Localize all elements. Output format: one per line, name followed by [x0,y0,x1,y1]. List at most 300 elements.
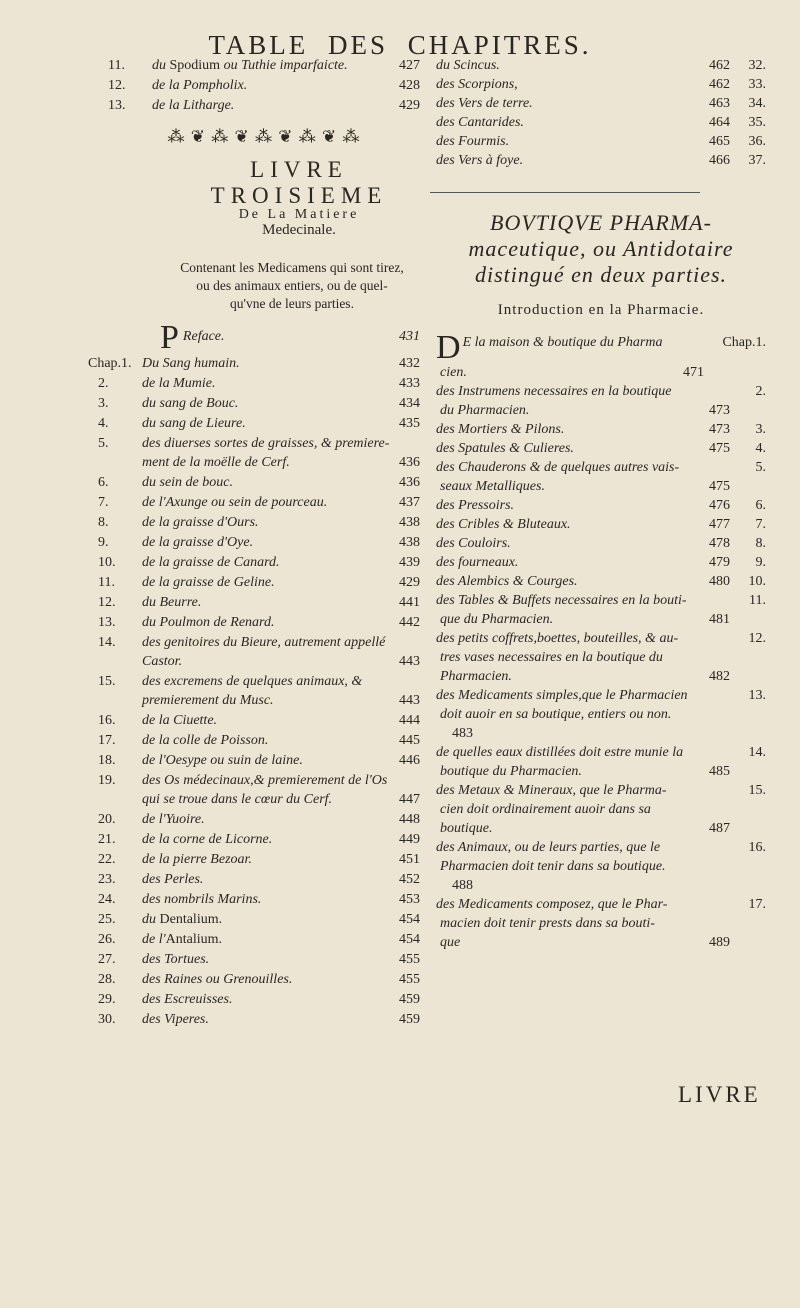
entry-line [138,910,420,929]
entry-title: des Medicaments simples,que le Pharmacien [436,688,688,703]
toc-entry [436,56,766,75]
entry-title: de l'Antalium. [142,932,222,947]
entry-body [436,420,730,439]
entry-title: des Metaux & Mineraux, que le Pharma- [436,783,667,798]
left-column [88,56,420,1030]
entry-body [138,354,420,373]
entry-line [436,329,704,366]
chapter-number: 21. [98,832,116,847]
toc-entry [98,633,420,671]
chapter-number: 37. [748,153,766,168]
entry-line [138,473,420,492]
chapter-number: 28. [98,972,116,987]
page-number: 429 [399,98,420,113]
entry-body [436,572,730,591]
entry-continuation: cien doit ordinairement auoir dans sa [440,802,651,817]
entry-body [436,329,704,382]
preface-entry [160,319,420,356]
entry-title: de la Ciuette. [142,713,218,728]
page-number: 438 [399,515,420,530]
toc-entry [98,950,420,969]
entry-body [436,439,730,458]
chapter-number: 14. [98,635,116,650]
entry-title: des petits coffrets,boettes, bouteilles, & au- [436,631,679,646]
right-column [436,56,766,952]
page-number: 437 [399,495,420,510]
chapter-number: 17. [98,733,116,748]
entry-title: des Vers de terre. [436,96,533,111]
entry-title: du Dentalium. [142,912,223,927]
page-number: 480 [709,574,730,589]
chapter-number: 4. [98,416,109,431]
right-top-entries [436,56,766,170]
page-number: 439 [399,555,420,570]
entry-line [138,652,420,671]
dropcap: P [160,319,179,356]
page-number: 443 [399,654,420,669]
entry-body [138,771,420,809]
entry-title: du Poulmon de Renard. [142,615,275,630]
chapter-number: 20. [98,812,116,827]
entry-title: du Scincus. [436,58,500,73]
entry-line [436,648,730,667]
page-number: 489 [709,935,730,950]
entry-title: des Animaux, ou de leurs parties, que le [436,840,661,855]
boutique-title-line: distingué en deux parties. [474,262,728,287]
page-number: 443 [399,693,420,708]
page-header: TABLE DES CHAPITRES. [208,30,592,60]
entry-body [436,781,730,838]
entry-line [436,819,730,838]
entry-body [436,113,730,132]
toc-entry [436,895,766,952]
chapter-number: Chap.1. [88,356,132,371]
page-number: 431 [399,329,420,344]
toc-entry [98,493,420,512]
entry-continuation: macien doit tenir prests dans sa bouti- [440,916,655,931]
book-intro [164,259,420,313]
entry-line [436,420,730,439]
entry-line [138,633,420,652]
toc-entry [436,151,766,170]
entry-line [138,354,420,373]
entry-continuation: ment de la moëlle de Cerf. [142,455,290,470]
entry-title: du Spodium ou Tuthie imparfaicte. [152,58,348,73]
entry-body [138,990,420,1009]
entry-body [436,75,730,94]
chapter-number: 17. [748,897,766,912]
chapter-number: 15. [98,674,116,689]
entry-body [138,910,420,929]
entry-line [138,950,420,969]
chapter-number: 10. [748,574,766,589]
entry-body [138,434,420,472]
entry-title: du Beurre. [142,595,202,610]
toc-entry [436,75,766,94]
book-intro-line: Contenant les Medicamens qui sont tirez, [180,260,404,275]
entry-line [138,553,420,572]
toc-entry [98,890,420,909]
entry-line [138,731,420,750]
catchword: LIVRE [678,1082,761,1107]
entry-title: des Spatules & Culieres. [436,441,574,456]
entry-line [436,857,730,876]
entry-title: de la pierre Bezoar. [142,852,252,867]
entry-continuation: tres vases necessaires en la boutique du [440,650,663,665]
chapter-number: 34. [748,96,766,111]
chapter-number: 35. [748,115,766,130]
chapter-number: 12. [748,631,766,646]
entry-body [138,810,420,829]
entry-title: des fourneaux. [436,555,519,570]
chapter-number: 30. [98,1012,116,1027]
boutique-title-line: maceutique, ou Antidotaire [468,236,734,261]
toc-entry [98,970,420,989]
page-number: 481 [709,612,730,627]
entry-title: des Chauderons & de quelques autres vais- [436,460,680,475]
page-number: 435 [399,416,420,431]
entry-line [436,458,730,477]
entry-line [138,970,420,989]
entry-line [436,382,730,401]
entry-line [436,534,730,553]
page-number: 452 [399,872,420,887]
entry-title: des Instrumens necessaires en la boutique [436,384,672,399]
entry-line [436,75,730,94]
page-number: 436 [399,475,420,490]
entry-line [436,56,730,75]
toc-entry [88,354,420,373]
entry-line [436,724,730,743]
entry-line [138,751,420,770]
entry-line [436,800,730,819]
chapter-number: 14. [748,745,766,760]
entry-continuation: Pharmacien doit tenir dans sa boutique. [440,859,666,874]
entry-title: des Tortues. [142,952,210,967]
entry-line [436,743,730,762]
entry-body [436,591,730,629]
page-number: 455 [399,952,420,967]
entry-line [138,394,420,413]
entry-line [436,363,704,382]
chapter-number: 11. [749,593,766,608]
entry-title: des Raines ou Grenouilles. [142,972,293,987]
entry-title: de la corne de Licorne. [142,832,273,847]
entry-body [138,850,420,869]
toc-entry [98,473,420,492]
toc-entry [436,496,766,515]
entry-body [138,394,420,413]
entry-body [138,731,420,750]
entry-line [138,691,420,710]
entry-title: du sang de Bouc. [142,396,239,411]
page-number: 463 [709,96,730,111]
page-number: 449 [399,832,420,847]
entry-line [436,838,730,857]
entry-continuation: du Pharmacien. [440,403,530,418]
page-number: 462 [709,77,730,92]
entry-line [148,56,420,75]
entry-title-roman: Antalium. [165,932,222,947]
chapter-number: 8. [755,536,766,551]
entry-title: de l'Yuoire. [142,812,205,827]
chapter-number: 16. [98,713,116,728]
entry-body [436,458,730,496]
page-number: 471 [683,365,704,380]
page-number: 446 [399,753,420,768]
entry-line [436,876,730,895]
toc-entry [436,629,766,686]
toc-entry [108,96,420,115]
right-chapter-list [436,329,766,952]
page-number: 477 [709,517,730,532]
page-number: 454 [399,932,420,947]
page-number: 433 [399,376,420,391]
toc-entry [98,810,420,829]
entry-line [436,686,730,705]
entry-body [138,513,420,532]
chapter-number: 29. [98,992,116,1007]
chapter-number: 9. [755,555,766,570]
toc-entry [436,686,766,743]
entry-title: du sein de bouc. [142,475,233,490]
page-number: 455 [399,972,420,987]
entry-body [436,686,730,743]
chapter-number: 7. [98,495,109,510]
entry-body [436,534,730,553]
chapter-number: 10. [98,555,116,570]
page-number: 434 [399,396,420,411]
entry-body [436,515,730,534]
page-number: 428 [399,78,420,93]
preface-title: Reface. [182,329,225,344]
entry-continuation: boutique du Pharmacien. [440,764,582,779]
entry-line [436,132,730,151]
entry-body [138,473,420,492]
entry-body [138,870,420,889]
chapter-number: 18. [98,753,116,768]
entry-line [138,890,420,909]
entry-body [138,633,420,671]
entry-title: de la graisse d'Ours. [142,515,259,530]
toc-entry [436,591,766,629]
chapter-number: 4. [755,441,766,456]
entry-line [436,496,730,515]
entry-body [436,132,730,151]
toc-entry [98,830,420,849]
entry-body [436,553,730,572]
toc-entry [436,515,766,534]
entry-body [138,493,420,512]
entry-title: des Vers à foye. [436,153,524,168]
page-number: 485 [709,764,730,779]
toc-entry [436,534,766,553]
page-number: 438 [399,535,420,550]
entry-title: de la colle de Poisson. [142,733,269,748]
entry-body [436,743,730,781]
page-number: 453 [399,892,420,907]
page-number: 487 [709,821,730,836]
book-title: LIVRE TROISIEME [210,157,388,208]
toc-entry [436,420,766,439]
toc-entry [98,434,420,472]
boutique-title-line: BOVTIQVE PHARMA- [490,210,712,235]
entry-body [436,496,730,515]
entry-line [436,515,730,534]
toc-entry [436,743,766,781]
entry-continuation: premierement du Musc. [142,693,274,708]
entry-body [138,751,420,770]
entry-line [138,573,420,592]
entry-body [138,1010,420,1029]
toc-entry [98,553,420,572]
page-number: 427 [399,58,420,73]
entry-continuation: que du Pharmacien. [440,612,554,627]
toc-entry [98,573,420,592]
entry-body [138,374,420,393]
entry-line [138,414,420,433]
toc-entry [436,382,766,420]
page-number: 442 [399,615,420,630]
entry-body [436,838,730,895]
chapter-number: 9. [98,535,109,550]
entry-line [436,895,730,914]
chapter-number: 7. [755,517,766,532]
book-subhead: De La Matiere [238,207,360,222]
entry-title: des Medicaments composez, que le Phar- [436,897,668,912]
entry-title: des Alembics & Courges. [436,574,578,589]
entry-line [138,790,420,809]
page-number: 466 [709,153,730,168]
entry-line [436,477,730,496]
entry-line [436,553,730,572]
page-number: 465 [709,134,730,149]
entry-title: des Scorpions, [436,77,518,92]
chapter-number: 13. [748,688,766,703]
entry-continuation: Pharmacien. [440,669,512,684]
entry-line [138,711,420,730]
page-number: 473 [709,422,730,437]
chapter-number: 3. [755,422,766,437]
entry-line [138,453,420,472]
entry-body [436,94,730,113]
entry-line [138,493,420,512]
toc-entry [98,870,420,889]
chapter-number: 19. [98,773,116,788]
page-number: 432 [399,356,420,371]
chapter-number: 8. [98,515,109,530]
toc-entry [98,711,420,730]
entry-continuation: que [440,935,461,950]
toc-entry [98,414,420,433]
chapter-number: 11. [98,575,115,590]
entry-line [138,810,420,829]
entry-title: de l'Axunge ou sein de pourceau. [142,495,328,510]
toc-entry [98,593,420,612]
entry-title: de la Mumie. [142,376,216,391]
toc-entry [436,838,766,895]
entry-line [436,401,730,420]
entry-title: de la Pompholix. [152,78,248,93]
chapter-number: 13. [98,615,116,630]
toc-entry [436,572,766,591]
page-number: 448 [399,812,420,827]
toc-entry [436,113,766,132]
toc-entry [436,458,766,496]
entry-line [436,439,730,458]
chapter-number: Chap.1. [722,335,766,350]
entry-continuation: doit auoir en sa boutique, entiers ou non. [440,707,672,722]
entry-body [436,56,730,75]
entry-body [138,970,420,989]
dropcap: D [436,329,461,366]
page-number: 483 [452,726,473,741]
page-number: 447 [399,792,420,807]
page-number: 445 [399,733,420,748]
page-number: 429 [399,575,420,590]
chapter-number: 5. [755,460,766,475]
toc-entry [436,439,766,458]
page-number: 451 [399,852,420,867]
entry-body [138,672,420,710]
toc-entry [108,76,420,95]
entry-body [138,830,420,849]
page-number: 475 [709,479,730,494]
toc-entry [98,394,420,413]
entry-body [148,96,420,115]
chapter-number: 33. [748,77,766,92]
entry-line [436,591,730,610]
entry-line [138,990,420,1009]
page-number: 473 [709,403,730,418]
entry-line [148,96,420,115]
entry-line [138,613,420,632]
entry-title: des Viperes. [142,1012,209,1027]
left-chapter-list [88,354,420,1029]
entry-continuation: qui se troue dans le cœur du Cerf. [142,792,333,807]
chapter-number: 2. [98,376,109,391]
toc-entry [98,613,420,632]
chapter-number: 25. [98,912,116,927]
entry-line [436,667,730,686]
entry-body [148,56,420,75]
page-number: 488 [452,878,473,893]
entry-title: de l'Oesype ou suin de laine. [142,753,303,768]
entry-title: des nombrils Marins. [142,892,262,907]
entry-body [138,553,420,572]
boutique-title [436,210,766,288]
entry-title: des diuerses sortes de graisses, & premiere- [142,436,390,451]
chapter-number: 12. [98,595,116,610]
chapter-number: 23. [98,872,116,887]
entry-title: de quelles eaux distillées doit estre munie la [436,745,684,760]
entry-line [436,781,730,800]
chapter-number: 32. [748,58,766,73]
entry-line [138,434,420,453]
toc-entry [436,781,766,838]
entry-body [436,895,730,952]
toc-entry [436,132,766,151]
entry-body [138,950,420,969]
entry-line [138,830,420,849]
entry-line [138,771,420,790]
entry-body [138,533,420,552]
toc-entry [98,751,420,770]
entry-title: des excremens de quelques animaux, & [142,674,363,689]
entry-title: des genitoires du Bieure, autrement appellé [142,635,386,650]
page-number: 459 [399,992,420,1007]
entry-line [436,94,730,113]
